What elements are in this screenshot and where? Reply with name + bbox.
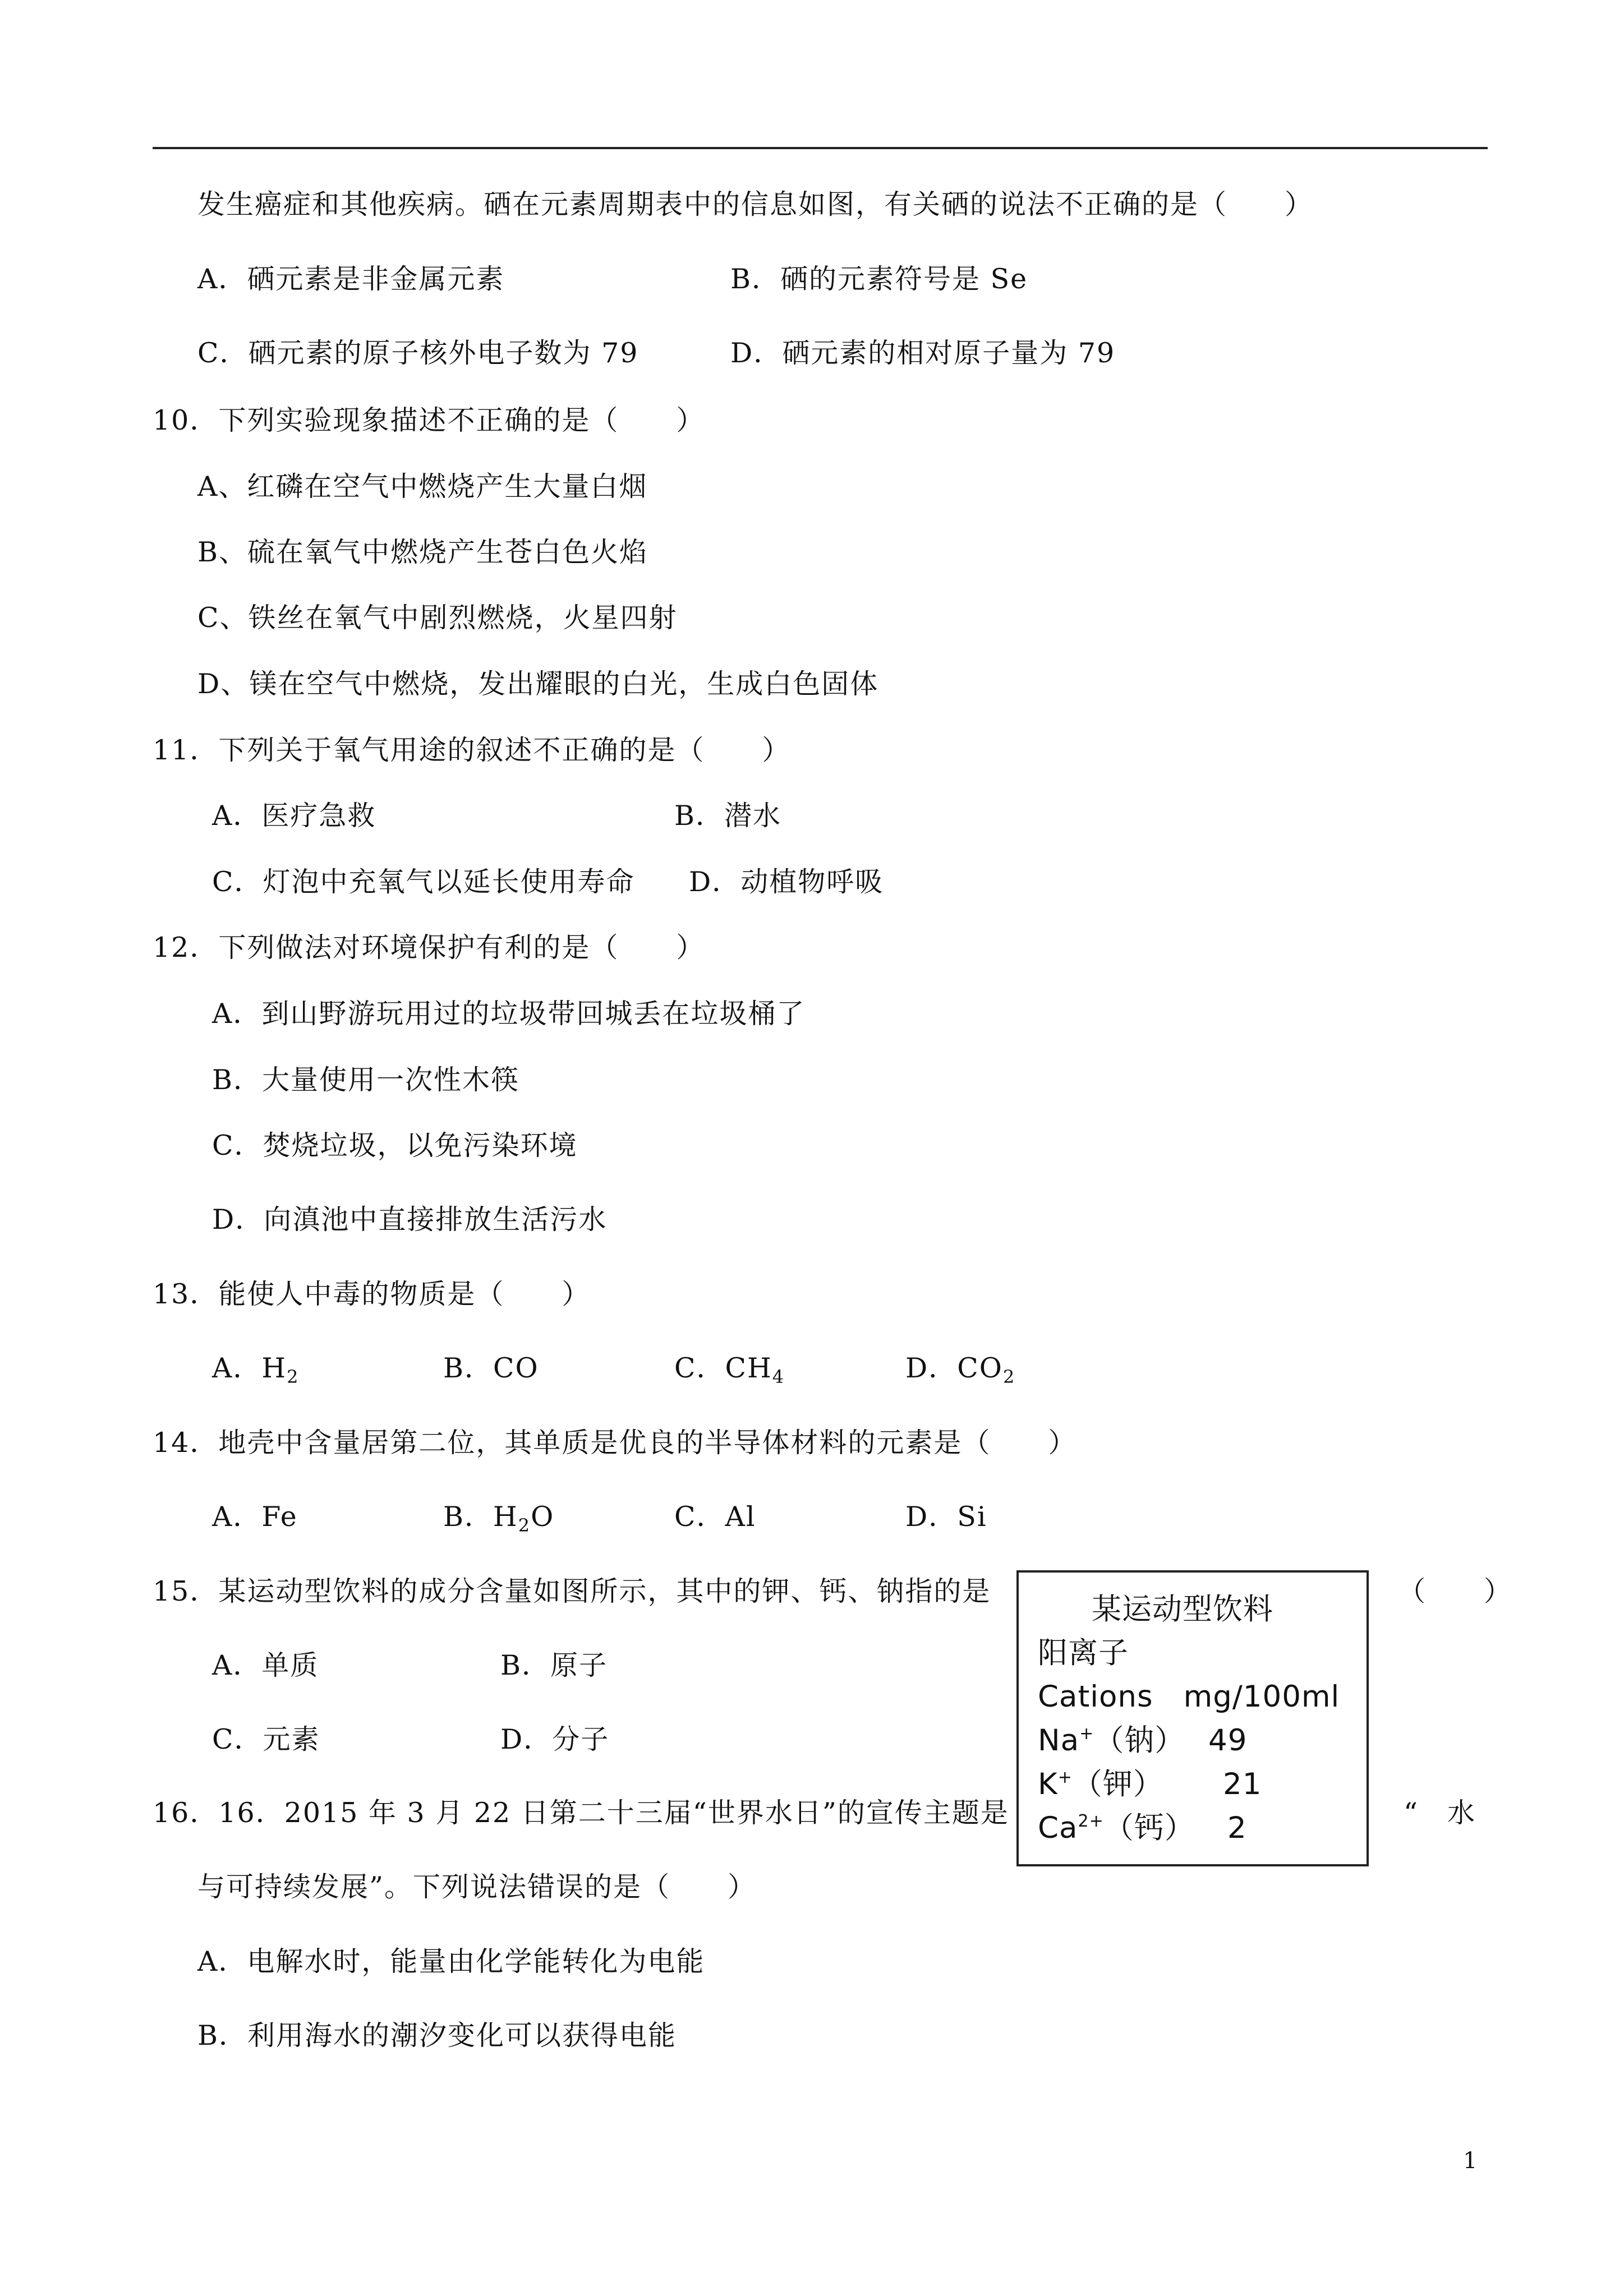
q13-option-a: A．$H_2$ (212, 1352, 300, 1387)
q11-option-c: C．灯泡中充氧气以延长使用寿命 (212, 866, 635, 898)
q11-stem: 11．下列关于氧气用途的叙述不正确的是（ ） (153, 734, 791, 766)
q9-option-b: B．硒的元素符号是 Se (730, 263, 1028, 295)
drink-label-header: Cations mg/100ml (1038, 1680, 1340, 1714)
q15-option-c: C．元素 (212, 1723, 320, 1755)
q13-option-c: C．$CH_4$ (674, 1352, 785, 1387)
drink-label-potassium-row: K+（钾） 21 (1038, 1767, 1262, 1801)
q10-stem: 10．下列实验现象描述不正确的是（ ） (153, 404, 705, 436)
page-number: 1 (1463, 2148, 1478, 2174)
q12-stem: 12．下列做法对环境保护有利的是（ ） (153, 932, 705, 963)
drink-label-sodium-row: Na+（钠） 49 (1038, 1723, 1248, 1758)
q11-option-b: B．潜水 (674, 800, 782, 832)
q11-option-a: A．医疗急救 (212, 800, 376, 832)
q16-stem: 16．16．2015 年 3 月 22 日第二十三届“世界水日”的宣传主题是 (153, 1797, 1009, 1829)
drink-label-calcium-row: $Ca^{2+}$（钙） 2 (1038, 1811, 1247, 1845)
q15-option-b: B．原子 (500, 1649, 608, 1681)
drink-label-title: 某运动型饮料 (1092, 1592, 1273, 1626)
drink-label-box (1016, 1570, 1369, 1866)
q16-option-a: A．电解水时，能量由化学能转化为电能 (197, 1945, 705, 1977)
q14-option-d: D．Si (905, 1501, 987, 1533)
header-rule (153, 147, 1488, 149)
q10-option-c: C、铁丝在氧气中剧烈燃烧，火星四射 (197, 602, 678, 634)
q10-option-d: D、镁在空气中燃烧，发出耀眼的白光，生成白色固体 (197, 668, 879, 700)
q9-option-a: A．硒元素是非金属元素 (197, 263, 505, 295)
q9-continuation: 发生癌症和其他疾病。硒在元素周期表中的信息如图，有关硒的说法不正确的是（ ） (197, 188, 1314, 220)
q9-option-d: D．硒元素的相对原子量为 79 (730, 337, 1116, 369)
q13-stem: 13．能使人中毒的物质是（ ） (153, 1278, 591, 1310)
q15-option-d: D．分子 (500, 1723, 610, 1755)
q12-option-a: A．到山野游玩用过的垃圾带回城丢在垃圾桶了 (212, 998, 806, 1030)
q10-option-b: B、硫在氧气中燃烧产生苍白色火焰 (197, 536, 648, 568)
q12-option-b: B．大量使用一次性木筷 (212, 1064, 520, 1096)
q10-option-a: A、红磷在空气中燃烧产生大量白烟 (197, 471, 648, 502)
q14-option-a: A．Fe (212, 1501, 298, 1533)
q13-option-b: B．CO (443, 1352, 539, 1384)
q16-stem-tail: “ 水 (1404, 1797, 1476, 1829)
q12-option-c: C．焚烧垃圾，以免污染环境 (212, 1129, 578, 1161)
q16-continuation: 与可持续发展”。下列说法错误的是（ ） (197, 1871, 757, 1903)
q15-answer-paren: （ ） (1398, 1575, 1513, 1607)
q16-option-b: B．利用海水的潮汐变化可以获得电能 (197, 2020, 677, 2051)
q15-option-a: A．单质 (212, 1649, 319, 1681)
q9-option-c: C．硒元素的原子核外电子数为 79 (197, 337, 639, 369)
q14-option-c: C．Al (674, 1501, 756, 1533)
q14-option-b: B．$H_2O$ (443, 1501, 555, 1536)
q14-stem: 14．地壳中含量居第二位，其单质是优良的半导体材料的元素是（ ） (153, 1427, 1077, 1459)
q13-option-d: D．$CO_2$ (905, 1352, 1016, 1387)
q15-stem: 15．某运动型饮料的成分含量如图所示，其中的钾、钙、钠指的是 (153, 1575, 991, 1607)
q12-option-d: D．向滇池中直接排放生活污水 (212, 1204, 608, 1235)
q11-option-d: D．动植物呼吸 (689, 866, 884, 898)
drink-label-subtitle: 阳离子 (1038, 1636, 1129, 1670)
